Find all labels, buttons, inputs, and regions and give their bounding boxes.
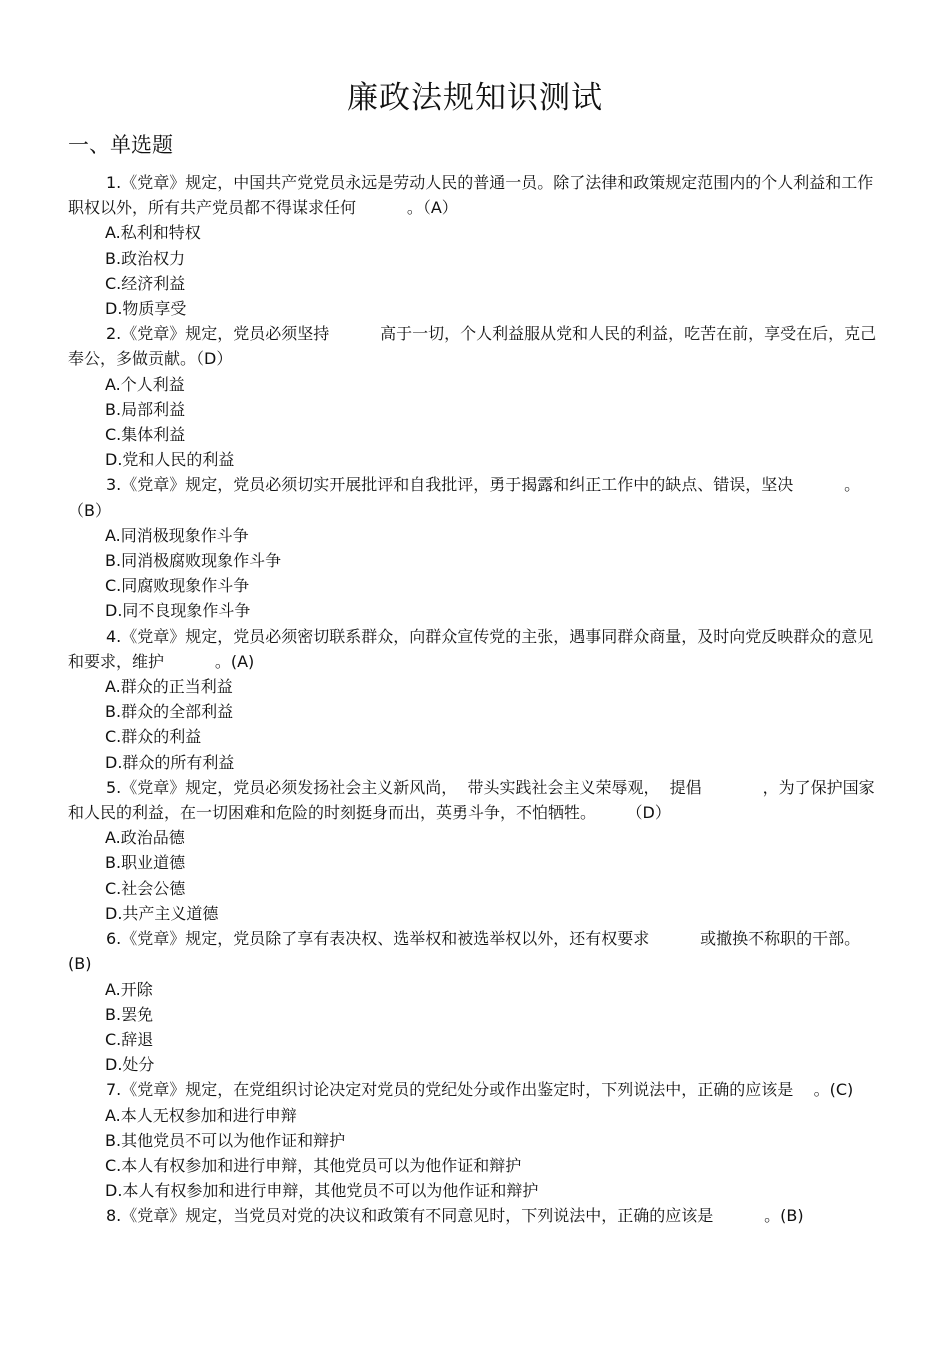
page-title: 廉政法规知识测试 (347, 80, 603, 116)
option-b: B.群众的全部利益 (105, 702, 234, 722)
option-a: A.政治品德 (105, 828, 185, 848)
option-c: C.经济利益 (105, 273, 186, 293)
option-d: D.群众的所有利益 (105, 752, 235, 772)
option-c: C.辞退 (105, 1029, 154, 1049)
option-a: A.群众的正当利益 (105, 677, 233, 697)
option-d: D.物质享受 (105, 299, 187, 319)
option-a: A.同消极现象作斗争 (105, 525, 249, 545)
question-list (0, 170, 950, 1229)
option-b: B.政治权力 (105, 248, 186, 268)
option-d: D.处分 (105, 1055, 155, 1075)
question-5 (0, 775, 950, 926)
question-stem: 2.《党章》规定，党员必须坚持 高于一切，个人利益服从党和人民的利益，吃苦在前，享受在后，克己奉公，多做贡献。（D） (68, 324, 877, 369)
section-heading: 一、单选题 (68, 133, 173, 157)
question-8 (0, 1203, 950, 1228)
option-a: A.本人无权参加和进行申辩 (105, 1105, 297, 1125)
option-c: C.群众的利益 (105, 727, 202, 747)
option-list (0, 220, 950, 321)
option-b: B.罢免 (105, 1004, 154, 1024)
option-c: C.社会公德 (105, 878, 186, 898)
question-3 (0, 472, 950, 623)
option-b: B.其他党员不可以为他作证和辩护 (105, 1130, 346, 1150)
option-a: A.开除 (105, 979, 153, 999)
question-7 (0, 1077, 950, 1203)
option-b: B.同消极腐败现象作斗争 (105, 551, 282, 571)
question-stem: 3.《党章》规定，党员必须切实开展批评和自我批评，勇于揭露和纠正工作中的缺点、错误，坚决 。（B） (68, 475, 861, 520)
option-c: C.集体利益 (105, 425, 186, 445)
option-d: D.本人有权参加和进行申辩，其他党员不可以为他作证和辩护 (105, 1181, 539, 1201)
option-list (0, 523, 950, 624)
question-1 (0, 170, 950, 321)
option-list (0, 1103, 950, 1204)
question-stem: 8.《党章》规定，当党员对党的决议和政策有不同意见时，下列说法中，正确的应该是 。(B) (106, 1206, 804, 1226)
option-c: C.同腐败现象作斗争 (105, 576, 250, 596)
option-list (0, 372, 950, 473)
option-list (0, 674, 950, 775)
question-4 (0, 624, 950, 775)
option-d: D.党和人民的利益 (105, 450, 235, 470)
question-2 (0, 321, 950, 472)
option-a: A.个人利益 (105, 374, 185, 394)
question-stem: 4.《党章》规定，党员必须密切联系群众，向群众宣传党的主张，遇事同群众商量，及时向党反映群众的意见和要求，维护 。(A) (68, 626, 874, 671)
option-d: D.同不良现象作斗争 (105, 601, 251, 621)
option-c: C.本人有权参加和进行申辩，其他党员可以为他作证和辩护 (105, 1155, 522, 1175)
question-stem: 5.《党章》规定，党员必须发扬社会主义新风尚， 带头实践社会主义荣辱观， 提倡 ，为了保护国家和人民的利益，在一切困难和危险的时刻挺身而出，英勇斗争，不怕牺牲。 （D） (68, 777, 875, 823)
question-stem: 7.《党章》规定，在党组织讨论决定对党员的党纪处分或作出鉴定时，下列说法中，正确的应该是 。(C) (106, 1080, 854, 1100)
option-d: D.共产主义道德 (105, 903, 219, 923)
option-list (0, 977, 950, 1078)
option-list (0, 825, 950, 926)
question-stem: 1.《党章》规定，中国共产党党员永远是劳动人民的普通一员。除了法律和政策规定范围内的个人利益和工作职权以外，所有共产党员都不得谋求任何 。（A） (68, 173, 874, 218)
question-stem: 6.《党章》规定，党员除了享有表决权、选举权和被选举权以外，还有权要求 或撤换不称职的干部。(B) (68, 929, 861, 974)
option-b: B.职业道德 (105, 853, 186, 873)
option-a: A.私利和特权 (105, 223, 201, 243)
question-6 (0, 926, 950, 1077)
option-b: B.局部利益 (105, 399, 186, 419)
